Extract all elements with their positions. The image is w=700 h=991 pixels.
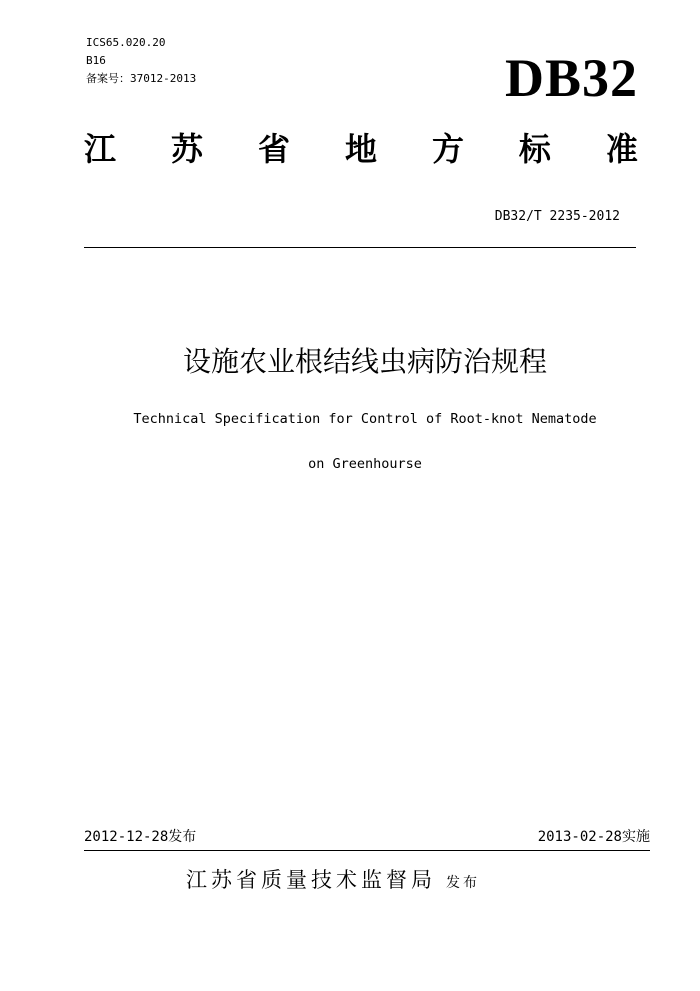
standard-type-char: 方 (431, 130, 464, 168)
title-english-line1: Technical Specification for Control of Root-knot Nematode (133, 411, 597, 427)
document-number: DB32/T 2235-2012 (494, 209, 620, 224)
standard-logo: DB32 (504, 48, 638, 108)
standard-type-char: 地 (344, 130, 377, 168)
standard-type-char: 准 (605, 130, 638, 168)
standard-type-char: 苏 (170, 130, 203, 168)
standard-type-char: 省 (257, 130, 290, 168)
footer-divider (84, 850, 650, 851)
standard-type-char: 标 (518, 130, 551, 168)
title-chinese: 设施农业根结线虫病防治规程 (182, 345, 547, 378)
header-divider (84, 247, 636, 248)
issue-date: 2012-12-28 (84, 829, 169, 845)
effective-label: 实施 (622, 829, 650, 845)
issue-date-block (84, 828, 196, 846)
standard-type-char: 江 (84, 130, 117, 168)
title-english-line2: on Greenhourse (308, 456, 422, 472)
issue-label: 发布 (168, 829, 197, 845)
effective-date: 2013-02-28 (537, 829, 622, 845)
issuer-suffix: 发布 (446, 875, 480, 891)
ccs-code: B16 (86, 54, 106, 67)
filing-number: 备案号：37012-2013 (86, 72, 197, 85)
issuer-name: 江苏省质量技术监督局 (186, 868, 436, 892)
effective-date-block (538, 828, 650, 846)
issuer-block (186, 866, 480, 894)
ics-code: ICS65.020.20 (86, 36, 166, 49)
standard-type-heading (84, 130, 638, 168)
